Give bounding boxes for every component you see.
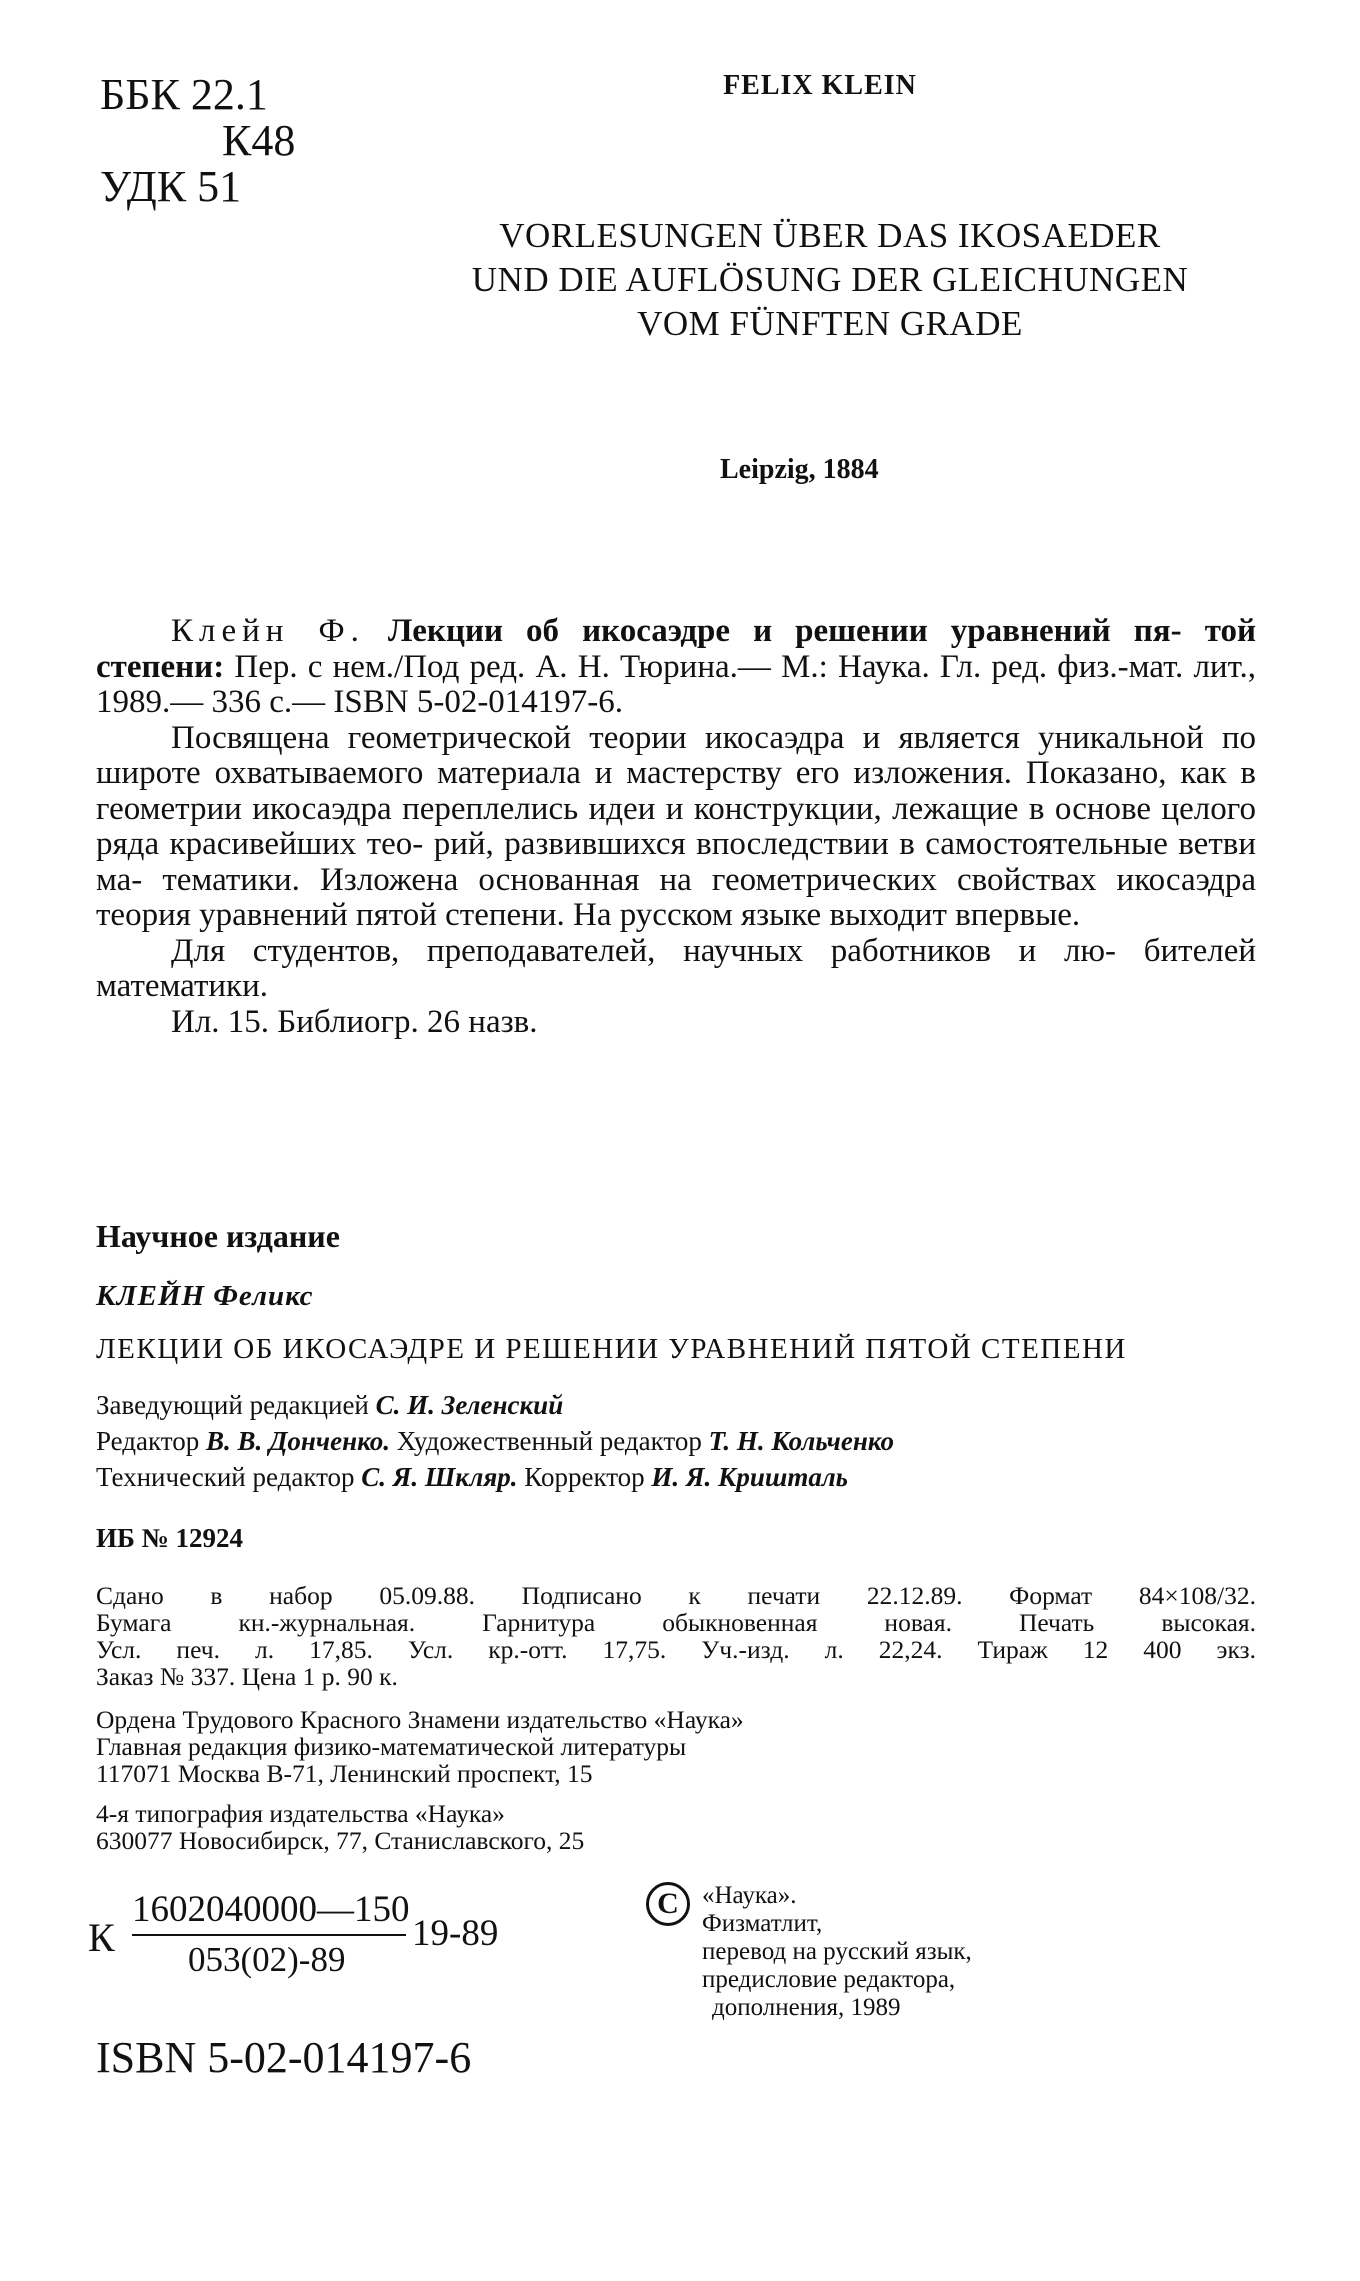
copyright-line: «Наука». (702, 1882, 797, 1909)
publisher-line: Ордена Трудового Красного Знамени издательство «Наука» (96, 1705, 744, 1734)
publisher-line: 117071 Москва В-71, Ленинский проспект, 15 (96, 1759, 593, 1788)
code-numerator: 1602040000—150 (132, 1889, 410, 1930)
original-title-line: VORLESUNGEN ÜBER DAS IKOSAEDER (499, 216, 1161, 255)
edition-title: ЛЕКЦИИ ОБ ИКОСАЭДРЕ И РЕШЕНИИ УРАВНЕНИЙ ПЯТОЙ СТЕПЕНИ (96, 1333, 1127, 1365)
udk-code: УДК 51 (100, 162, 242, 211)
imprint-block (96, 1582, 1256, 1690)
original-title (380, 214, 1280, 346)
printer-line: 4-я типография издательства «Наука» (96, 1799, 505, 1828)
ib-number: ИБ № 12924 (96, 1523, 243, 1553)
isbn: ISBN 5-02-014197-6 (96, 2033, 472, 2082)
staff-line (96, 1459, 894, 1495)
annotation-illustrations: Ил. 15. Библиогр. 26 назв. (171, 1003, 538, 1040)
original-place-year: Leipzig, 1884 (720, 454, 879, 485)
imprint-line: Усл. печ. л. 17,85. Усл. кр.-отт. 17,75. Уч.-изд. л. 22,24. Тираж 12 400 экз. (96, 1635, 1256, 1664)
staff-name: В. В. Донченко. (205, 1426, 390, 1456)
staff-label: Заведующий редакцией (96, 1390, 369, 1420)
staff-list (96, 1387, 894, 1495)
code-letter: К (88, 1915, 115, 1960)
staff-label: Технический редактор (96, 1462, 355, 1492)
staff-name: И. Я. Кришталь (651, 1462, 849, 1492)
code-denominator: 053(02)-89 (188, 1940, 346, 1979)
staff-line (96, 1423, 894, 1459)
staff-label: Корректор (524, 1462, 645, 1492)
annotation (96, 614, 1256, 1040)
annotation-audience: Для студентов, преподавателей, научных работников и лю- бителей математики. (96, 932, 1256, 1004)
copyright-text (702, 1882, 972, 2022)
annotation-title: Лекции об икосаэдре и решении уравнений пя- той степени: (96, 613, 1256, 685)
original-title-line: UND DIE AUFLÖSUNG DER GLEICHUNGEN (471, 260, 1189, 299)
annotation-biblio: Пер. с нем./Под ред. А. Н. Тюрина.— М.: Наука. Гл. ред. физ.-мат. лит., 1989.— 336 с.— ISBN 5-02-014197-6. (96, 648, 1257, 720)
code-fraction-bar (132, 1934, 406, 1936)
publisher-block (96, 1706, 744, 1787)
code-suffix: 19-89 (412, 1913, 499, 1954)
author-mark: К48 (222, 116, 296, 165)
imprint-line: Сдано в набор 05.09.88. Подписано к печати 22.12.89. Формат 84×108/32. (96, 1581, 1256, 1610)
staff-name: Т. Н. Кольченко (708, 1426, 894, 1456)
staff-name: С. И. Зеленский (375, 1390, 564, 1420)
copyright-line: предисловие редактора, (702, 1966, 956, 1993)
staff-line (96, 1387, 894, 1423)
staff-label: Редактор (96, 1426, 200, 1456)
copyright-line: Физматлит, (702, 1910, 823, 1937)
copyright-icon: C (646, 1882, 690, 1926)
imprint-line: Заказ № 337. Цена 1 р. 90 к. (96, 1662, 398, 1691)
imprint-line: Бумага кн.-журнальная. Гарнитура обыкновенная новая. Печать высокая. (96, 1608, 1256, 1637)
staff-label: Художественный редактор (396, 1426, 702, 1456)
printer-block (96, 1800, 584, 1854)
copyright-line: перевод на русский язык, (702, 1938, 972, 1965)
edition-author: КЛЕЙН Феликс (96, 1280, 314, 1312)
printer-line: 630077 Новосибирск, 77, Станиславского, 25 (96, 1826, 585, 1855)
bibliographic-record (96, 614, 1256, 721)
annotation-author: Клейн Ф. (171, 613, 365, 649)
original-title-line: VOM FÜNFTEN GRADE (637, 304, 1023, 343)
staff-name: С. Я. Шкляр. (361, 1462, 518, 1492)
copyright-line: дополнения, 1989 (712, 1994, 901, 2021)
edition-type: Научное издание (96, 1218, 340, 1254)
bbk-code: ББК 22.1 (100, 70, 268, 119)
annotation-description: Посвящена геометрической теории икосаэдра и является уникальной по широте охватываемого материала и мастерству его изложения. Показано, как в геометрии икосаэдра переплелись идеи и конструкции, лежащие в основе целого ряда красивейших тео- рий, развившихся впоследствии в самостоятельные ветви ма- тематики. Изложена основанная на геометрических свойствах икосаэдра теория уравнений пятой степени. На русском языке выходит впервые. (96, 719, 1256, 933)
original-author: FELIX KLEIN (723, 70, 917, 101)
publisher-line: Главная редакция физико-математической литературы (96, 1732, 687, 1761)
